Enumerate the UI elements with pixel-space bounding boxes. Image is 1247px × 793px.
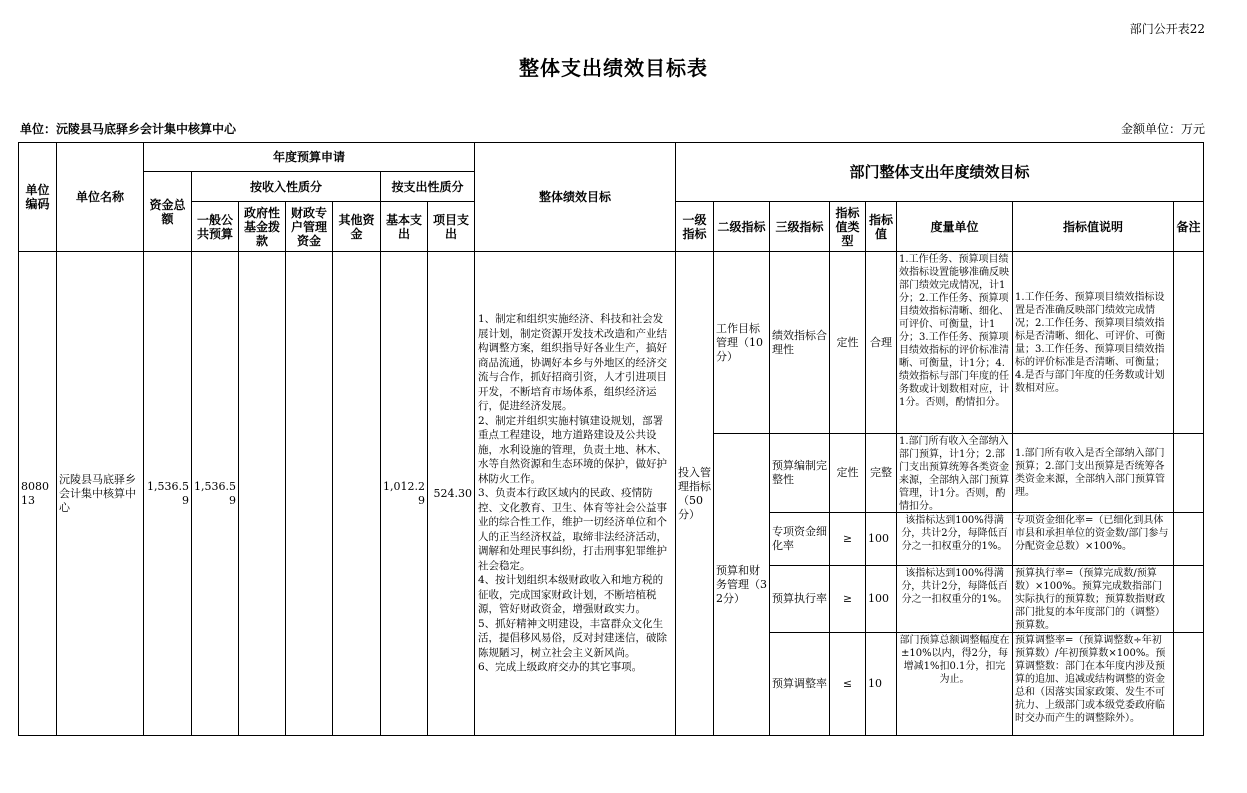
- header-explain: 指标值说明: [1013, 202, 1174, 252]
- cell-measure: [897, 633, 1013, 736]
- header-total: 资金总额: [144, 172, 192, 252]
- header-basic: 基本支出: [381, 202, 428, 252]
- cell-value: 合理: [866, 252, 897, 434]
- measure-text: 该指标达到100%得满分，共计2分，每降低百分之一扣权重分的1%。: [901, 515, 1008, 552]
- cell-fiscal-special: [286, 252, 333, 736]
- cell-remark: [1174, 434, 1204, 513]
- header-level3: 三级指标: [770, 202, 830, 252]
- header-by-income: 按收入性质分: [192, 172, 381, 202]
- page-title: 整体支出绩效目标表: [519, 56, 708, 80]
- cell-remark: [1174, 513, 1204, 566]
- cell-explain: [1013, 513, 1174, 566]
- cell-level2: 工作目标管理（10分）: [714, 252, 770, 434]
- header-general: 一般公共预算: [192, 202, 239, 252]
- measure-text: 1.部门所有收入全部纳入部门预算，计1分；2.部门支出预算统筹各类资金来源，全部纳入部门预算管理，计1分。否则，酌情扣分。: [899, 436, 1009, 511]
- cell-value: 100: [866, 513, 897, 566]
- cell-level3: 专项资金细化率: [770, 513, 830, 566]
- cell-measure: [897, 566, 1013, 633]
- cell-value: 完整: [866, 434, 897, 513]
- cell-measure: [897, 513, 1013, 566]
- cell-basic: 1,012.29: [381, 252, 428, 736]
- measure-text: 部门预算总额调整幅度在±10%以内，得2分，每增减1%扣0.1分，扣完为止。: [899, 635, 1010, 685]
- cell-measure: [897, 434, 1013, 513]
- cell-explain: 1.工作任务、预算项目绩效指标设置是否准确反映部门绩效完成情况；2.工作任务、预算项目绩效指标是否清晰、细化、可评价、可衡量；3.工作任务、预算项目绩效指标的评价标准是否清晰、可衡量；4.是否与部门年度的任务数或计划数相对应。: [1013, 252, 1174, 434]
- measure-text: 1.工作任务、预算项目绩效指标设置能够准确反映部门绩效完成情况，计1分；2.工作任务、预算项目绩效指标清晰、细化、可评价、可衡量，计1分；3.工作任务、预算项目绩效指标的评价标准清晰、可衡量，计1分；4.绩效指标与部门年度的任务数或计划数相对应，计1分。否则，酌情扣分。: [899, 254, 1009, 408]
- cell-value: 10: [866, 633, 897, 736]
- cell-gov-fund: [239, 252, 286, 736]
- cell-measure: [897, 252, 1013, 434]
- cell-level1: 投入管理指标（50分）: [676, 252, 714, 736]
- cell-level2: 预算和财务管理（32分）: [714, 434, 770, 736]
- header-annual-budget: 年度预算申请: [144, 143, 475, 172]
- cell-value-type: ≤: [830, 633, 866, 736]
- cell-level3: 绩效指标合理性: [770, 252, 830, 434]
- cell-value: 100: [866, 566, 897, 633]
- cell-level3: 预算执行率: [770, 566, 830, 633]
- header-remark: 备注: [1174, 202, 1204, 252]
- cell-value-type: 定性: [830, 434, 866, 513]
- header-value-type: 指标值类型: [830, 202, 866, 252]
- cell-remark: [1174, 633, 1204, 736]
- header-measure: 度量单位: [897, 202, 1013, 252]
- header-dept-goal: 部门整体支出年度绩效目标: [676, 143, 1204, 202]
- cell-explain: [1013, 633, 1174, 736]
- header-value: 指标值: [866, 202, 897, 252]
- cell-value-type: ≥: [830, 566, 866, 633]
- cell-explain: [1013, 566, 1174, 633]
- measure-text: 该指标达到100%得满分，共计2分，每降低百分之一扣权重分的1%。: [901, 568, 1008, 605]
- cell-overall-goal: 1、制定和组织实施经济、科技和社会发展计划，制定资源开发技术改造和产业结构调整方案，组织指导好各业生产，搞好商品流通，协调好本乡与外地区的经济交流与合作，抓好招商引资，人才引进项目开发，不断培育市场体系，组织经济运行，促进经济发展。 2、制定并组织实施村镇建设规划，部署重点工程建设，地方道路建设及公共设施，水利设施的管理，负责土地、林木、水等自然资源和生态环境的保护，做好护林防火工作。 3、负责本行政区域内的民政、疫情防控、文化教育、卫生、体育等社会公益事业的综合性工作，维护一切经济单位和个人的正当经济权益，取缔非法经济活动，调解和处理民事纠纷，打击刑事犯罪维护社会稳定。 4、按计划组织本级财政收入和地方税的征收，完成国家财政计划，不断培植税源，管好财政资金，增强财政实力。 5、抓好精神文明建设，丰富群众文化生活，提倡移风易俗，反对封建迷信，破除陈规陋习，树立社会主义新风尚。 6、完成上级政府交办的其它事项。: [475, 252, 676, 736]
- explain-text: 预算调整率=（预算调整数÷年初预算数）/年初预算数×100%。预算调整数：部门在本年度内涉及预算的追加、追减或结构调整的资金总和（因落实国家政策、发生不可抗力、上级部门或本级党委政府临时交办而产生的调整除外）。: [1015, 635, 1166, 724]
- cell-unit-name: 沅陵县马底驿乡会计集中核算中心: [57, 252, 144, 736]
- header-overall-goal: 整体绩效目标: [475, 143, 676, 252]
- header-unit-name: 单位名称: [57, 143, 144, 252]
- cell-value-type: ≥: [830, 513, 866, 566]
- cell-project: 524.30: [428, 252, 475, 736]
- header-gov-fund: 政府性基金拨款: [239, 202, 286, 252]
- explain-text: 预算执行率=（预算完成数/预算数）×100%。预算完成数指部门实际执行的预算数；预算数指财政部门批复的本年度部门的（调整）预算数。: [1015, 568, 1165, 631]
- header-other: 其他资金: [333, 202, 381, 252]
- explain-text: 专项资金细化率=（已细化到具体市县和承担单位的资金数/部门参与分配资金总数）×100%。: [1015, 515, 1169, 552]
- cell-explain: 1.部门所有收入是否全部纳入部门预算；2.部门支出预算是否统筹各类资金来源，全部纳入部门预算管理。: [1013, 434, 1174, 513]
- header-level1: 一级指标: [676, 202, 714, 252]
- cell-unit-code: 808013: [19, 252, 57, 736]
- cell-level3: 预算编制完整性: [770, 434, 830, 513]
- header-by-expense: 按支出性质分: [381, 172, 475, 202]
- cell-level3: 预算调整率: [770, 633, 830, 736]
- form-number: 部门公开表22: [1129, 22, 1205, 36]
- cell-remark: [1174, 566, 1204, 633]
- performance-table: [18, 142, 1204, 736]
- header-level2: 二级指标: [714, 202, 770, 252]
- cell-total: 1,536.59: [144, 252, 192, 736]
- money-unit: 金额单位：万元: [1120, 122, 1205, 136]
- cell-other: [333, 252, 381, 736]
- header-project: 项目支出: [428, 202, 475, 252]
- cell-value-type: 定性: [830, 252, 866, 434]
- cell-general: 1,536.59: [192, 252, 239, 736]
- unit-label: 单位：沅陵县马底驿乡会计集中核算中心: [20, 122, 237, 136]
- cell-remark: [1174, 252, 1204, 434]
- header-unit-code: 单位编码: [19, 143, 57, 252]
- header-fiscal-special: 财政专户管理资金: [286, 202, 333, 252]
